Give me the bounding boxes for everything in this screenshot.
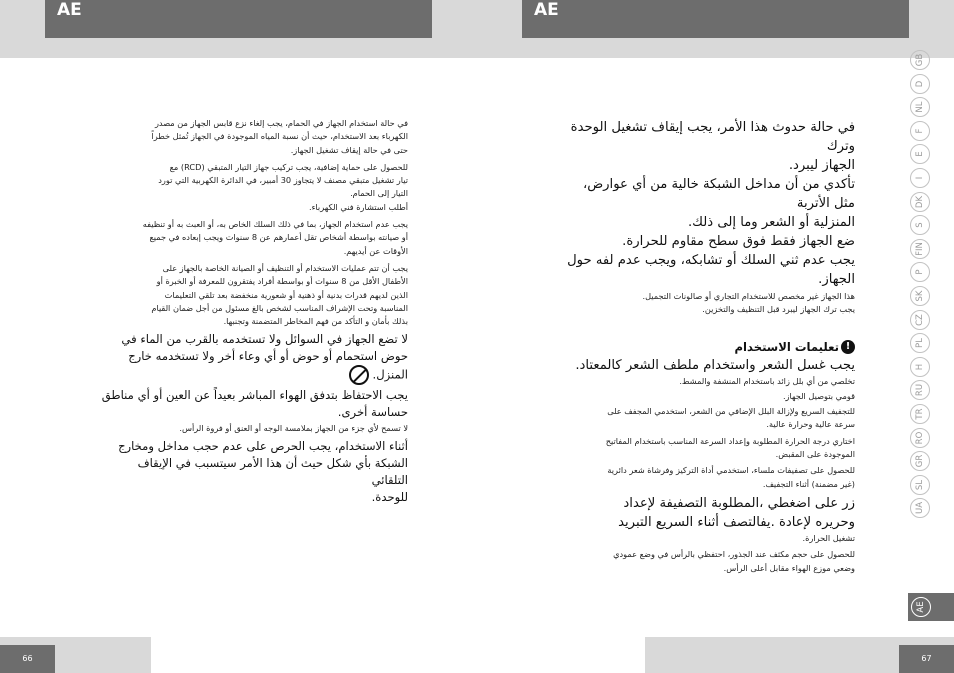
language-tab-ae-active[interactable]: AE (911, 597, 931, 617)
language-tab-sl[interactable]: SL (910, 475, 930, 495)
page-number-right: 67 (899, 645, 954, 673)
paragraph-contact: لا تسمح لأي جزء من الجهاز بملامسة الوجه أو العنق أو فروة الرأس. (179, 423, 408, 434)
right-page-text (560, 118, 855, 575)
language-code-right: AE (534, 0, 559, 20)
paragraph-airflow: يجب الاحتفاظ بتدفق الهواء المباشر بعيداً عن العين أو أي مناطق حساسة أخرى. (101, 388, 408, 420)
usage-heading (560, 339, 855, 356)
language-tab-ro[interactable]: RO (910, 428, 930, 448)
language-tab-pl[interactable]: PL (910, 333, 930, 353)
language-tab-nl[interactable]: NL (910, 97, 930, 117)
paragraph-cord: يجب عدم ثني السلك أو تشابكه، ويجب عدم لفه حول الجهاز. (567, 253, 855, 287)
no-water-icon (349, 365, 369, 385)
paragraph-rcd: للحصول على حماية إضافية، يجب تركيب جهاز التيار المتبقي (RCD) مع تيار تشغيل متبقي مصنف لا يتجاوز 30 أمبير، في الدائرة الكهربية التي تورد التيار إلى الحمام. أطلب استشارة فني الكهرباء. (158, 161, 408, 212)
usage-title: تعليمات الاستخدام (734, 339, 839, 354)
language-tab-cz[interactable]: CZ (910, 310, 930, 330)
usage-step-temperature: اختاري درجة الحرارة المطلوبة وإعداد السرعة المناسب باستخدام المفاتيح الموجودة على المقبض. (605, 435, 855, 460)
paragraph-heat-surface: ضع الجهاز فقط فوق سطح مقاوم للحرارة. (622, 234, 855, 249)
language-tab-dk[interactable]: DK (910, 192, 930, 212)
paragraph-grille-clear: تأكدي من أن مداخل الشبكة خالية من أي عوارض، مثل الأتربة المنزلية أو الشعر وما إلى ذلك. (582, 177, 855, 230)
usage-step-plug: قومي بتوصيل الجهاز. (782, 390, 855, 401)
left-page-text (98, 117, 408, 506)
language-tab-d[interactable]: D (910, 74, 930, 94)
language-tab-h[interactable]: H (910, 357, 930, 377)
language-sidebar (910, 50, 932, 522)
usage-step-cool-shot: زر على اضغطي ،المطلوبة التصفيفة لإعداد وحريره لإعادة .يفالتصف أثناء السريع التبريد تشغيل الحرارة. (618, 495, 855, 543)
language-tab-p[interactable]: P (910, 262, 930, 282)
paragraph-grille: أثناء الاستخدام، يجب الحرص على عدم حجب مداخل ومخارج الشبكة بأي شكل حيث أن هذا الأمر سيتسبب في الإيقاف التلقائي للوحدة. (118, 438, 408, 504)
usage-step-wash: يجب غسل الشعر واستخدام ملطف الشعر كالمعتاد. (575, 357, 855, 373)
language-tab-tr[interactable]: TR (910, 404, 930, 424)
paragraph-children: يجب عدم استخدام الجهاز، بما في ذلك السلك الخاص به، أو العبث به أو تنظيفه أو صيانته بواسطة أشخاص تقل أعمارهم عن 8 سنوات ويجب إبعاده في جميع الأوقات عن أيديهم. (142, 219, 408, 256)
language-tab-e[interactable]: E (910, 144, 930, 164)
header-left (45, 0, 432, 38)
active-language-strip (908, 593, 954, 621)
language-tab-sk[interactable]: SK (910, 286, 930, 306)
language-tab-gb[interactable]: GB (910, 50, 930, 70)
language-tab-fin[interactable]: FIN (910, 239, 930, 259)
usage-step-fast-dry: للتجفيف السريع ولإزالة البلل الإضافي من الشعر، استخدمي المجفف على سرعة عالية وحرارة عالية. (607, 406, 855, 430)
page-number-left: 66 (0, 645, 55, 673)
usage-step-smooth: للحصول على تصفيفات ملساء، استخدمي أداة التركيز وفرشاة شعر دائرية (غير مضمنة) أثناء التجفيف. (607, 465, 855, 489)
language-tab-s[interactable]: S (910, 215, 930, 235)
usage-step-volume: للحصول على حجم مكثف عند الجذور، احتفظي بالرأس في وضع عمودي وضعي موزع الهواء مقابل أعلى الرأس. (613, 549, 855, 573)
language-tab-gr[interactable]: GR (910, 451, 930, 471)
usage-step-towel: تخلصي من أي بلل زائد باستخدام المنشفة والمشط. (679, 375, 855, 386)
paragraph-turn-off: في حالة حدوث هذا الأمر، يجب إيقاف تشغيل الوحدة وترك الجهاز ليبرد. (570, 120, 855, 173)
language-tab-ua[interactable]: UA (910, 498, 930, 518)
paragraph-supervision: يجب أن تتم عمليات الاستخدام أو التنظيف أو الصيانة الخاصة بالجهاز على الأطفال الأقل من 8 سنوات أو بواسطة أفراد يفتقرون للمعرفة أو الخبرة أو الذين لديهم قدرات بدنية أو ذهنية أو شعورية منخفضة بعد تلقي التعليمات المناسبة وتحت الإشراف المناسب لشخص بالغ مسئول من أجل ضمان القيام بذلك بأمان و التأكد من فهم المخاطر المتضمنة وتجنبها. (151, 262, 408, 327)
header-right (522, 0, 909, 38)
warning-icon: ! (841, 340, 855, 354)
paragraph-bathroom: في حالة استخدام الجهاز في الحمام، يجب إلغاء نزع قابس الجهاز من مصدر الكهرباء بعد الاستخدام، حيث أن نسبة المياه الموجودة في الجهاز تُمثل خطراً حتى في حالة إيقاف تشغيل الجهاز. (151, 118, 408, 155)
language-tab-i[interactable]: I (910, 168, 930, 188)
language-tab-ru[interactable]: RU (910, 380, 930, 400)
language-code-left: AE (57, 0, 82, 20)
paragraph-water-warning: لا تضع الجهاز في السوائل ولا تستخدمه بالقرب من الماء في حوض استحمام أو حوض أو أي وعاء أخر ولا تستخدمه خارج المنزل. (98, 331, 408, 385)
paragraph-commercial: هذا الجهاز غير مخصص للاستخدام التجاري أو صالونات التجميل. يجب ترك الجهاز ليبرد قبل التنظيف والتخزين. (642, 291, 855, 315)
language-tab-f[interactable]: F (910, 121, 930, 141)
